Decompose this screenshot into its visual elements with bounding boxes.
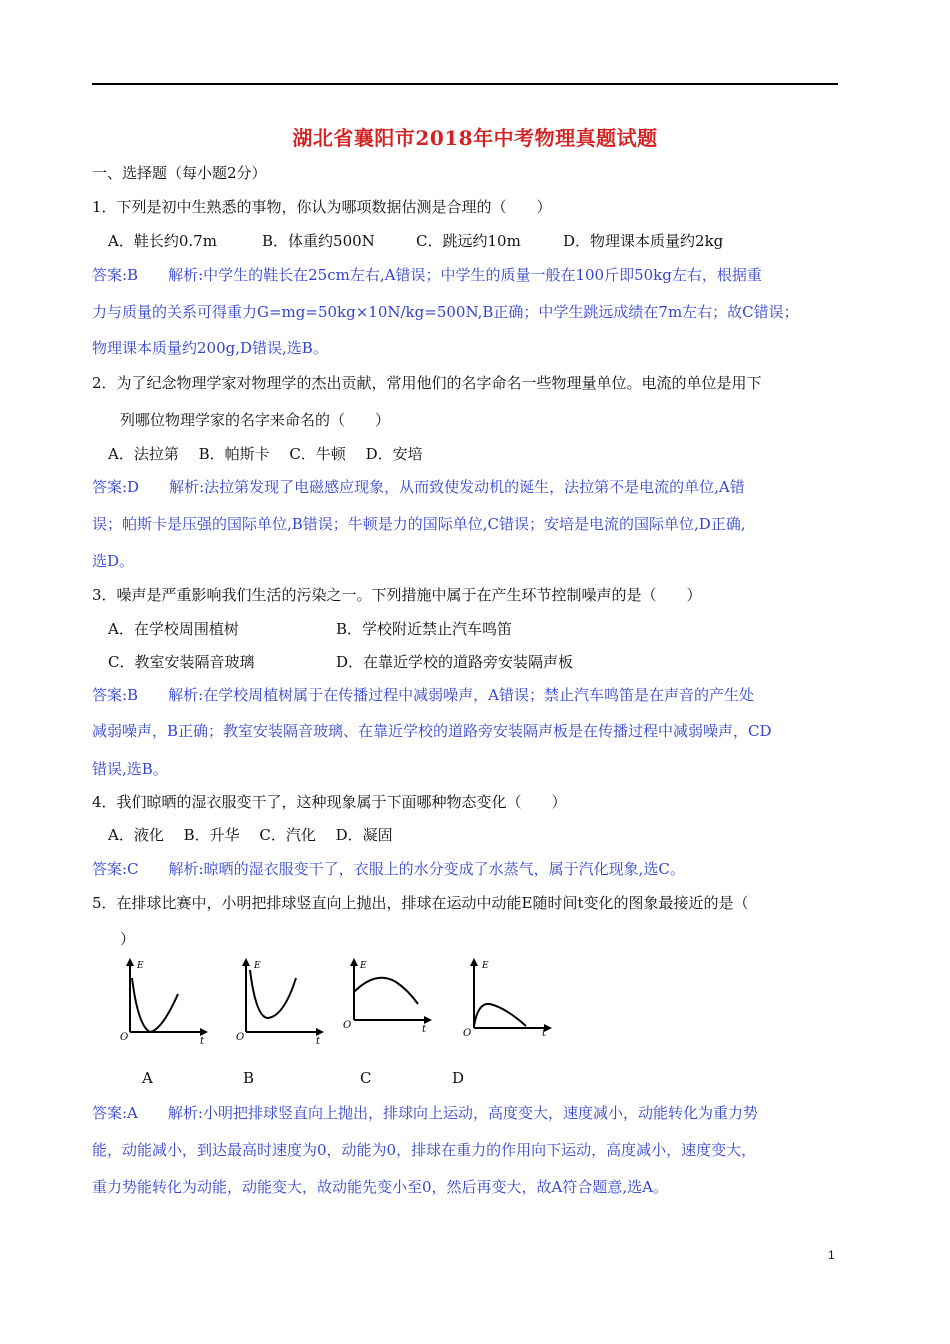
q3-option-a: A．在学校周围植树 bbox=[108, 620, 239, 638]
x-axis-label: t bbox=[542, 1028, 547, 1039]
energy-curve bbox=[474, 1004, 526, 1026]
x-axis-arrow bbox=[424, 1016, 432, 1024]
q1-option-b: B．体重约500N bbox=[262, 232, 375, 250]
y-axis-arrow bbox=[242, 958, 250, 966]
q2-answer-line: 选D。 bbox=[92, 552, 135, 570]
graph-label-c: C bbox=[360, 1069, 372, 1087]
q4-answer: 答案:C 解析:晾晒的湿衣服变干了，衣服上的水分变成了水蒸气，属于汽化现象,选C。 bbox=[92, 860, 685, 878]
origin-label: O bbox=[120, 1032, 129, 1043]
x-axis-label: t bbox=[422, 1024, 427, 1035]
question-5-stem-cont: ） bbox=[120, 930, 136, 948]
question-5-stem: 5．在排球比赛中，小明把排球竖直向上抛出，排球在运动中动能E随时间t变化的图象最接近的是（ bbox=[92, 894, 749, 912]
question-3-stem: 3．噪声是严重影响我们生活的污染之一。下列措施中属于在产生环节控制噪声的是（ ） bbox=[92, 586, 702, 604]
y-axis-arrow bbox=[350, 958, 358, 966]
section-heading: 一、选择题（每小题2分） bbox=[92, 164, 267, 182]
x-axis-arrow bbox=[316, 1028, 324, 1036]
question-1-stem: 1．下列是初中生熟悉的事物，你认为哪项数据估测是合理的（ ） bbox=[92, 198, 552, 216]
q3-option-c: C．教室安装隔音玻璃 bbox=[108, 653, 255, 671]
graph-option-b bbox=[234, 956, 324, 1047]
q1-answer-line: 物理课本质量约200g,D错误,选B。 bbox=[92, 339, 328, 357]
q2-answer-line: 误；帕斯卡是压强的国际单位,B错误；牛顿是力的国际单位,C错误；安培是电流的国际单位,D正确, bbox=[92, 515, 746, 533]
q5-answer-line: 能，动能减小，到达最高时速度为0，动能为0，排球在重力的作用向下运动，高度减小，速度变大， bbox=[92, 1141, 757, 1159]
q1-answer-line: 答案:B 解析:中学生的鞋长在25cm左右,A错误；中学生的质量一般在100斤即50kg左右，根据重 bbox=[92, 266, 762, 284]
q3-option-d: D．在靠近学校的道路旁安装隔声板 bbox=[336, 653, 574, 671]
graph-label-a: A bbox=[142, 1069, 153, 1087]
header-rule bbox=[92, 83, 838, 85]
q1-answer-line: 力与质量的关系可得重力G=mg=50kg×10N/kg=500N,B正确；中学生跳远成绩在7m左右；故C错误； bbox=[92, 303, 799, 321]
q2-answer-line: 答案:D 解析:法拉第发现了电磁感应现象，从而致使发动机的诞生，法拉第不是电流的单位,A错 bbox=[92, 478, 745, 496]
page-number: 1 bbox=[828, 1248, 835, 1262]
origin-label: O bbox=[463, 1028, 472, 1039]
y-axis-label: E bbox=[360, 961, 367, 971]
y-axis-label: E bbox=[482, 961, 489, 971]
question-2-stem-cont: 列哪位物理学家的名字来命名的（ ） bbox=[120, 411, 391, 429]
q5-answer-line: 重力势能转化为动能，动能变大，故动能先变小至0，然后再变大，故A符合题意,选A。 bbox=[92, 1178, 668, 1196]
x-axis-label: t bbox=[200, 1036, 205, 1047]
graph-option-c bbox=[342, 956, 432, 1036]
q4-options: A．液化 B．升华 C．汽化 D．凝固 bbox=[108, 826, 393, 844]
origin-label: O bbox=[343, 1020, 352, 1031]
question-4-stem: 4．我们晾晒的湿衣服变干了，这种现象属于下面哪种物态变化（ ） bbox=[92, 793, 567, 811]
graph-option-a bbox=[118, 956, 208, 1047]
origin-label: O bbox=[236, 1032, 245, 1043]
y-axis-arrow bbox=[126, 958, 134, 966]
y-axis-arrow bbox=[470, 958, 478, 966]
q3-option-b: B．学校附近禁止汽车鸣笛 bbox=[336, 620, 513, 638]
q3-answer-line: 错误,选B。 bbox=[92, 760, 168, 778]
graph-label-b: B bbox=[243, 1069, 255, 1087]
graph-label-d: D bbox=[452, 1069, 465, 1087]
q1-option-d: D．物理课本质量约2kg bbox=[563, 232, 724, 250]
y-axis-label: E bbox=[137, 961, 144, 971]
x-axis-arrow bbox=[200, 1028, 208, 1036]
q1-option-c: C．跳远约10m bbox=[416, 232, 521, 250]
q1-option-a: A．鞋长约0.7m bbox=[108, 232, 217, 250]
y-axis-label: E bbox=[254, 961, 261, 971]
graph-option-d bbox=[462, 956, 552, 1039]
x-axis-label: t bbox=[316, 1036, 321, 1047]
q3-answer-line: 减弱噪声，B正确；教室安装隔音玻璃、在靠近学校的道路旁安装隔声板是在传播过程中减弱噪声，CD bbox=[92, 722, 772, 740]
energy-curve bbox=[250, 970, 296, 1018]
question-2-stem: 2．为了纪念物理学家对物理学的杰出贡献，常用他们的名字命名一些物理量单位。电流的单位是用下 bbox=[92, 374, 762, 392]
energy-curve bbox=[132, 978, 178, 1032]
energy-curve bbox=[354, 978, 418, 1004]
q2-options: A．法拉第 B．帕斯卡 C．牛顿 D．安培 bbox=[108, 445, 423, 463]
page-title: 湖北省襄阳市2018年中考物理真题试题 bbox=[292, 126, 658, 150]
q5-answer-line: 答案:A 解析:小明把排球竖直向上抛出，排球向上运动，高度变大，速度减小，动能转化为重力势 bbox=[92, 1104, 758, 1122]
q3-answer-line: 答案:B 解析:在学校周植树属于在传播过程中减弱噪声，A错误；禁止汽车鸣笛是在声音的产生处 bbox=[92, 686, 754, 704]
